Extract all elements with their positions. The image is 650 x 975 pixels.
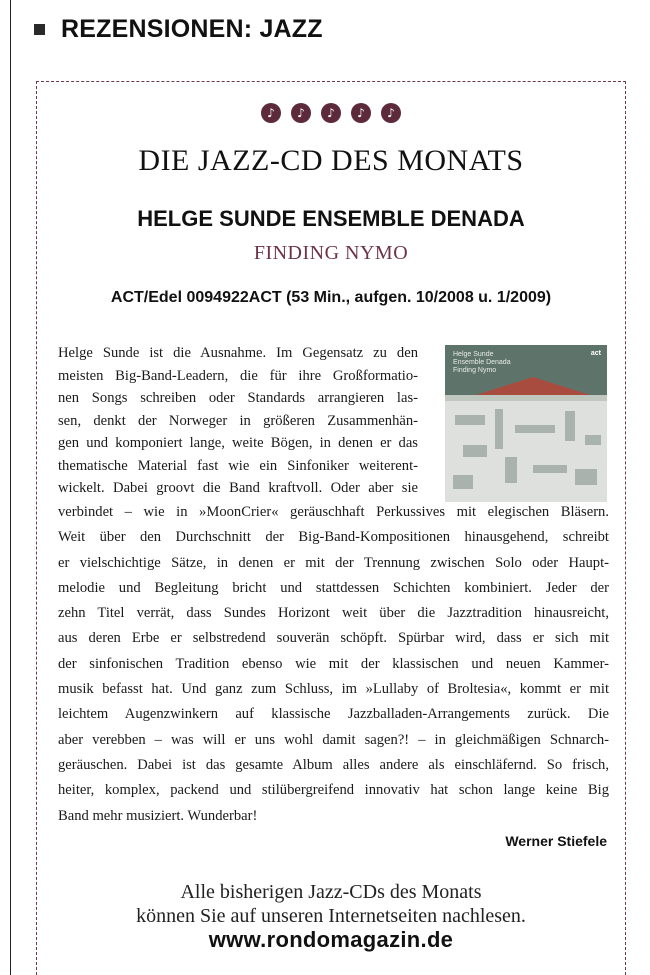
review-box bbox=[36, 81, 626, 975]
review-text-full-width: verbindet – wie in »MoonCrier« geräuschhaft Perkussives mit elegischen Bläsern. Weit über den Durchschnitt der Big-Band-Kompositionen hinausgehend, schreibt er vielschichtige Sätze, in denen er mit der Trennung zwischen Solo oder Haupt- melodie und Begleitung bricht und stattdessen Schichten kombiniert. Jeder der zehn Titel verrät, dass Sundes Horizont weit über die Jazztradition hinausreicht, aus deren Erbe er selbstredend souverän schöpft. Spürbar wird, dass er sich mit der sinfonischen Tradition ebenso wie mit der klassischen und neuen Kammer- musik befasst hat. Und ganz zum Schluss, im »Lullaby of Broltesia«, kommt er mit leichtem Augenzwinkern auf klassische Jazzballaden-Arrangements zurück. Die aber verebben – was will er uns wohl damit sagen?! – in gleichmäßigen Schnarch- geräuschen. Dabei ist das gesamte Album alles andere als einschläfernd. So frisch, heiter, komplex, packend und stilübergreifend innovativ hat schon lange keine Big Band mehr musiziert. Wunderbar! bbox=[58, 504, 609, 824]
website-link[interactable]: www.rondomagazin.de bbox=[208, 927, 454, 952]
section-header bbox=[34, 14, 323, 44]
album-title: FINDING NYMO bbox=[253, 242, 409, 264]
music-note-icon: ♪ bbox=[381, 103, 401, 123]
label-info: ACT/Edel 0094922ACT (53 Min., aufgen. 10/2008 u. 1/2009) bbox=[110, 289, 552, 306]
music-note-icon: ♪ bbox=[261, 103, 281, 123]
music-note-icon: ♪ bbox=[321, 103, 341, 123]
music-note-icon: ♪ bbox=[351, 103, 371, 123]
page-left-rule bbox=[10, 0, 11, 975]
artist-name: HELGE SUNDE ENSEMBLE DENADA bbox=[137, 206, 525, 231]
review-author: Werner Stiefele bbox=[505, 833, 607, 849]
footer-note bbox=[37, 880, 625, 952]
footer-line-1: Alle bisherigen Jazz-CDs des Monats bbox=[180, 881, 482, 903]
footer-line-2: können Sie auf unseren Internetseiten nachlesen. bbox=[136, 905, 526, 927]
square-bullet-icon bbox=[34, 24, 45, 35]
rating bbox=[37, 103, 625, 123]
award-title: DIE JAZZ-CD DES MONATS bbox=[138, 144, 524, 177]
music-note-icon: ♪ bbox=[291, 103, 311, 123]
album-cover bbox=[445, 345, 607, 502]
review-text-beside-cover: Helge Sunde ist die Ausnahme. Im Gegensatz zu den meisten Big-Band-Leadern, die für ihre Großformatio- nen Songs schreiben oder Standards arrangieren las- sen, denkt der Norweger in größeren Zusammenhän- gen und komponiert lange, weite Bögen, in denen er das thematische Material fast wie ein Sinfoniker weiterent- wickelt. Dabei groovt die Band kraftvoll. Oder aber sie bbox=[58, 345, 418, 496]
cover-text: Helge Sunde Ensemble Denada Finding Nymo bbox=[453, 351, 511, 374]
section-title: REZENSIONEN: JAZZ bbox=[61, 14, 323, 43]
cover-label: act bbox=[590, 350, 601, 357]
